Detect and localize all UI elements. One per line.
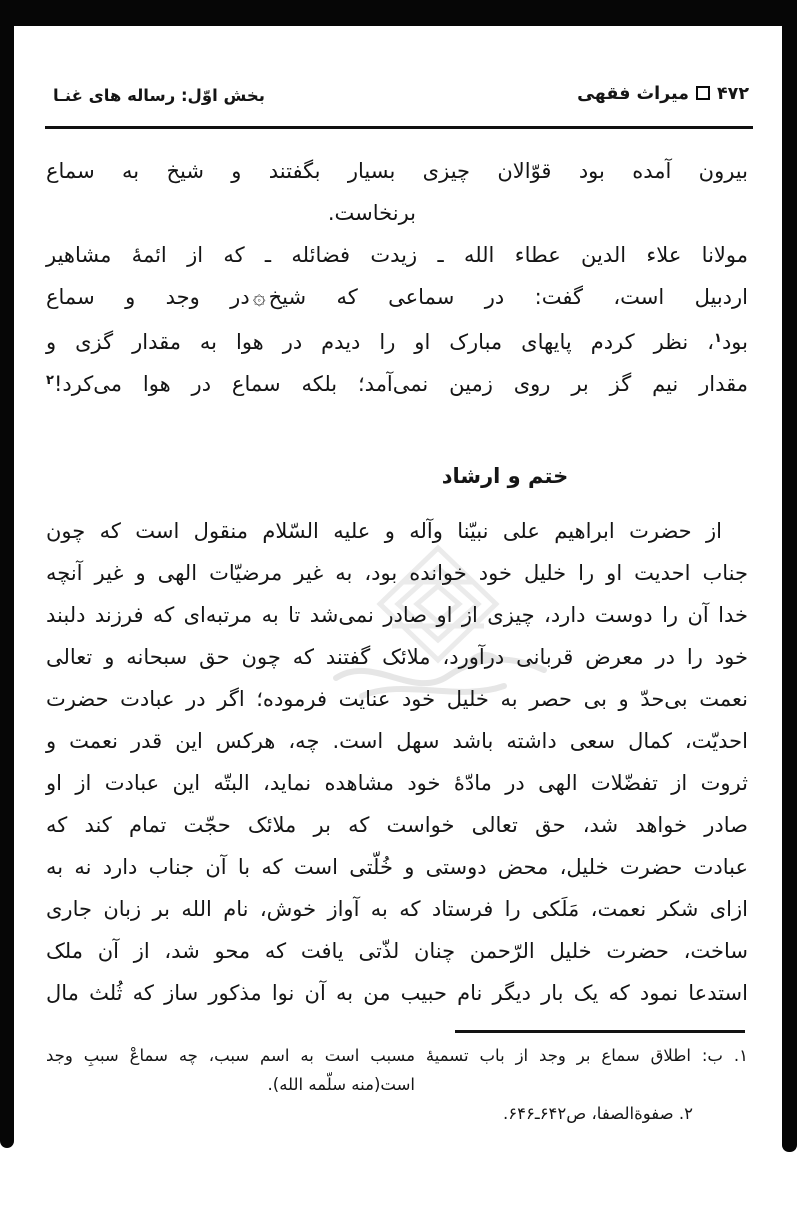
paragraph bbox=[46, 510, 748, 1014]
text-line: بیرون آمده بود قوّالان چیزی بسیار بگفتند و شیخ به سماع bbox=[46, 159, 748, 183]
text-line: عبادت حضرت خلیل، محض دوستی و خُلّتی است که با آن جناب دارد نه به bbox=[46, 855, 748, 879]
text-line: مولانا علاء الدین عطاء الله ـ زیدت فضائله ـ که از ائمهٔ مشاهیر bbox=[46, 243, 748, 267]
text-segment: بود bbox=[721, 330, 748, 354]
footnote-divider bbox=[455, 1030, 745, 1033]
text-segment: مقدار نیم گز بر روی زمین نمی‌آمد؛ بلکه سماع در هوا می‌کرد! bbox=[53, 372, 748, 396]
text-line: ثروت از تفضّلات الهی در مادّهٔ خود مشاهده نماید، البتّه این عبادت از او bbox=[46, 771, 748, 795]
text-line: صادر خواهد شد، حق تعالی خواست که بر ملائک حجّت تمام کند که bbox=[46, 813, 748, 837]
paragraph bbox=[46, 234, 748, 402]
page-body bbox=[46, 150, 748, 1128]
text-line: استدعا نمود که یک بار دیگر نام حبیب من به آن نوا مذکور ساز که ثُلث مال bbox=[46, 981, 748, 1005]
footnote-line: ۲. صفوةالصفا، ص۶۴۲ـ۶۴۶. bbox=[503, 1104, 693, 1123]
square-marker-icon bbox=[696, 86, 710, 100]
footnote-reference: ۲ bbox=[46, 373, 54, 388]
section-title: بخش اوّل: رساله های غنـا bbox=[53, 86, 265, 105]
text-line bbox=[46, 318, 748, 360]
text-line: ساخت، حضرت خلیل الرّحمن چنان لذّتی یافت که محو شد، از آن ملک bbox=[46, 939, 748, 963]
section-heading: ختم و ارشاد bbox=[441, 464, 569, 488]
page-header bbox=[45, 84, 751, 114]
honorific-icon: ۞ bbox=[252, 285, 266, 310]
text-line: خود را در معرض قربانی درآورد، ملائک گفتند که چون حق سبحانه و تعالی bbox=[46, 645, 748, 669]
header-divider bbox=[45, 126, 753, 129]
paragraph bbox=[46, 150, 748, 234]
book-title: میراث فقهی bbox=[577, 84, 689, 104]
text-line: خدا آن را دوست دارد، چیزی از او صادر نمی‌شد تا به مرتبه‌ای که فرزند دلبند bbox=[46, 603, 748, 627]
footnotes bbox=[46, 1041, 748, 1128]
text-line bbox=[46, 276, 748, 318]
text-line: برنخاست. bbox=[327, 201, 416, 225]
text-line: جناب احدیت او را خلیل خود خوانده بود، به غیر مرضیّات الهی و غیر آنچه bbox=[46, 561, 748, 585]
text-line: از حضرت ابراهیم علی نبیّنا وآله و علیه السّلام منقول است که چون bbox=[46, 519, 722, 543]
footnote-line: ۱. ب: اطلاق سماع بر وجد از باب تسمیهٔ مسبب است به اسم سبب، چه سماعْ سببِ وجد bbox=[46, 1046, 748, 1065]
text-segment: در وجد و سماع bbox=[46, 285, 250, 309]
header-right bbox=[577, 84, 749, 104]
text-line: ازای شکر نعمت، مَلَکی را فرستاد که به آواز خوش، نام الله بر زبان جاری bbox=[46, 897, 748, 921]
text-line: نعمت بی‌حدّ و بی حصر به خلیل خود عنایت فرموده؛ اگر در عبادت حضرت bbox=[46, 687, 748, 711]
footnote-line: است(منه سلّمه الله). bbox=[267, 1075, 415, 1094]
text-line bbox=[46, 360, 748, 402]
text-segment: اردبیل است، گفت: در سماعی که شیخ bbox=[268, 285, 748, 309]
footnote-reference: ۱ bbox=[714, 331, 722, 346]
page-number: ۴۷۲ bbox=[716, 84, 749, 104]
text-segment: ، نظر کردم پایهای مبارک او را دیدم در هوا به مقدار گزی و bbox=[46, 330, 715, 354]
text-line: احدیّت، کمال سعی داشته باشد سهل است. چه، هرکس این قدر نعمت و bbox=[46, 729, 748, 753]
